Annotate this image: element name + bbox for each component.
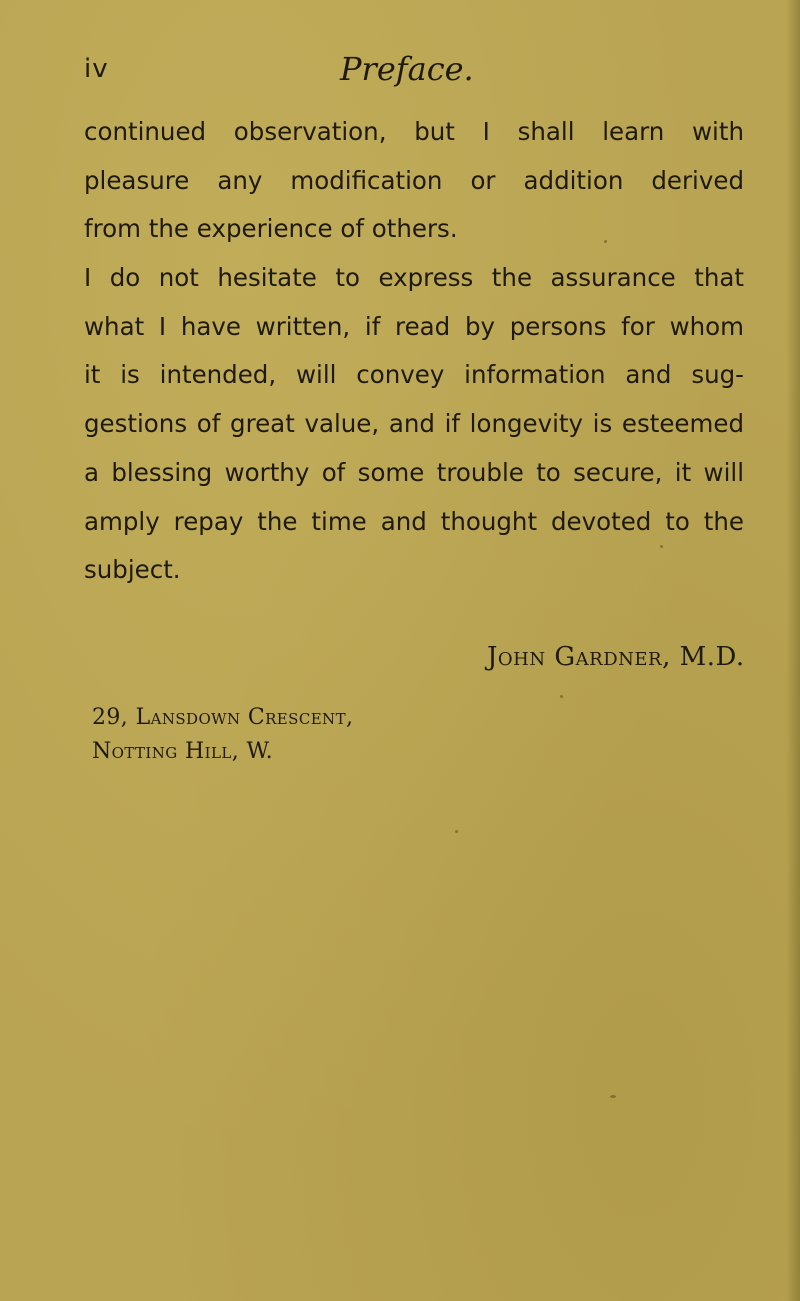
text-line: gestions of great value, and if longevity is esteemed <box>84 409 744 439</box>
address-line-2: Notting Hill, W. <box>92 739 274 764</box>
author-address <box>92 701 353 769</box>
text-line: subject. <box>84 555 181 585</box>
text-line: continued observation, but I shall learn with <box>84 117 744 146</box>
paper-speck <box>560 695 563 698</box>
text-line: a blessing worthy of some trouble to secure, it will <box>84 457 744 487</box>
paper-speck <box>604 240 607 243</box>
address-line-1: 29, Lansdown Crescent, <box>92 705 354 730</box>
text-line: from the experience of others. <box>84 214 458 244</box>
text-line: what I have written, if read by persons for whom <box>84 311 744 341</box>
text-line: it is intended, will convey information and sug- <box>84 360 744 390</box>
running-head-title: Preface. <box>340 50 474 88</box>
paper-speck <box>660 545 663 548</box>
paper-speck <box>455 830 458 833</box>
text-line: pleasure any modification or addition derived <box>84 165 744 195</box>
running-head <box>84 50 724 90</box>
body-text <box>84 108 744 595</box>
text-line: I do not hesitate to express the assurance that <box>84 263 744 293</box>
page-edge-shadow <box>786 0 800 1301</box>
author-signature: John Gardner, M.D. <box>487 642 745 672</box>
text-line: amply repay the time and thought devoted to the <box>84 506 744 536</box>
paper-speck <box>610 1095 616 1098</box>
page-number: iv <box>84 54 109 84</box>
